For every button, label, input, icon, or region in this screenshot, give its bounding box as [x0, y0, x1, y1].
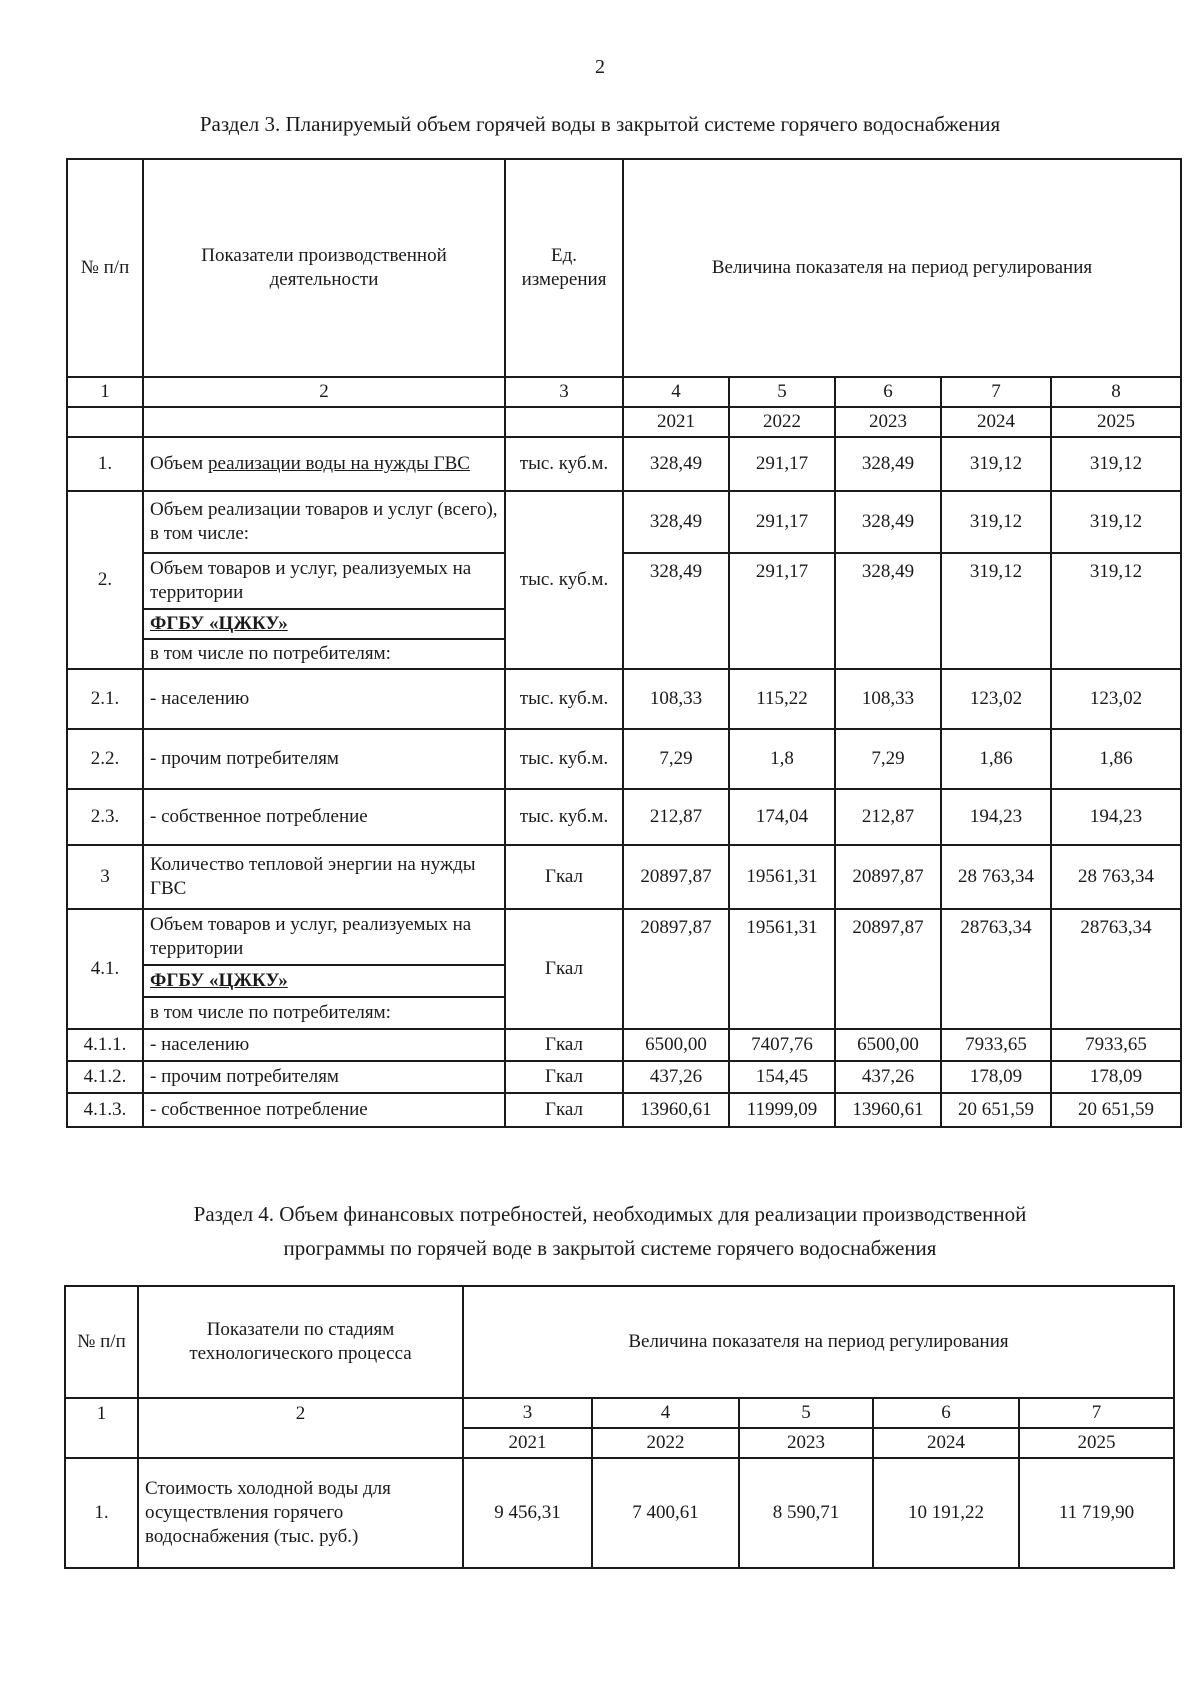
- value-cell: 123,02: [1051, 669, 1181, 729]
- row-label: - собственное потребление: [143, 1093, 505, 1127]
- header-value: Величина показателя на период регулирования: [463, 1286, 1174, 1398]
- value-cell: 20897,87: [835, 845, 941, 909]
- row-label: Количество тепловой энергии на нужды ГВС: [143, 845, 505, 909]
- year-cell: 2022: [729, 407, 835, 437]
- row-label: в том числе по потребителям:: [143, 639, 505, 669]
- value-cell: 8 590,71: [739, 1458, 873, 1568]
- row-label: - собственное потребление: [143, 789, 505, 845]
- value-cell: 6500,00: [623, 1029, 729, 1061]
- row-num: 2.: [67, 491, 143, 669]
- column-number-row: [65, 1398, 1174, 1428]
- column-number-row: [67, 377, 1181, 407]
- value-cell: 194,23: [1051, 789, 1181, 845]
- organization-name: ФГБУ «ЦЖКУ»: [143, 609, 505, 639]
- value-cell: 28763,34: [941, 909, 1051, 1029]
- col-number: 2: [143, 377, 505, 407]
- value-cell: 328,49: [623, 491, 729, 553]
- row-label: в том числе по потребителям:: [143, 997, 505, 1029]
- col-number: 6: [835, 377, 941, 407]
- year-cell: 2024: [873, 1428, 1019, 1458]
- value-cell: 7,29: [835, 729, 941, 789]
- row-unit: Гкал: [505, 1029, 623, 1061]
- header-num: № п/п: [65, 1286, 138, 1398]
- table-row: [67, 553, 1181, 609]
- row-unit: Гкал: [505, 1061, 623, 1093]
- header-row: [67, 159, 1181, 377]
- value-cell: 319,12: [1051, 491, 1181, 553]
- value-cell: 123,02: [941, 669, 1051, 729]
- row-unit: Гкал: [505, 909, 623, 1029]
- value-cell: 291,17: [729, 553, 835, 669]
- table-row: [67, 1093, 1181, 1127]
- value-cell: 13960,61: [835, 1093, 941, 1127]
- value-cell: 19561,31: [729, 845, 835, 909]
- col-number: 6: [873, 1398, 1019, 1428]
- row-num: 1.: [65, 1458, 138, 1568]
- row-label: Объем товаров и услуг, реализуемых на территории: [143, 909, 505, 965]
- value-cell: 11999,09: [729, 1093, 835, 1127]
- col-number: 1: [65, 1398, 138, 1428]
- row-unit: тыс. куб.м.: [505, 437, 623, 491]
- table-row: [67, 669, 1181, 729]
- col-number: 7: [1019, 1398, 1174, 1428]
- value-cell: 108,33: [835, 669, 941, 729]
- year-cell: 2023: [739, 1428, 873, 1458]
- value-cell: 19561,31: [729, 909, 835, 1029]
- value-cell: 11 719,90: [1019, 1458, 1174, 1568]
- value-cell: 178,09: [941, 1061, 1051, 1093]
- value-cell: 108,33: [623, 669, 729, 729]
- value-cell: 9 456,31: [463, 1458, 592, 1568]
- organization-name: ФГБУ «ЦЖКУ»: [143, 965, 505, 997]
- value-cell: 1,86: [941, 729, 1051, 789]
- col-number: 8: [1051, 377, 1181, 407]
- value-cell: 7933,65: [1051, 1029, 1181, 1061]
- value-cell: 178,09: [1051, 1061, 1181, 1093]
- row-unit: Гкал: [505, 845, 623, 909]
- table-row: [67, 437, 1181, 491]
- row-label: - населению: [143, 669, 505, 729]
- col-number: 2: [138, 1398, 463, 1428]
- header-value: Величина показателя на период регулирования: [623, 159, 1181, 377]
- value-cell: 291,17: [729, 437, 835, 491]
- year-row: [67, 407, 1181, 437]
- value-cell: 28 763,34: [1051, 845, 1181, 909]
- header-num: № п/п: [67, 159, 143, 377]
- value-cell: 328,49: [623, 437, 729, 491]
- value-cell: 212,87: [835, 789, 941, 845]
- row-label: - прочим потребителям: [143, 1061, 505, 1093]
- value-cell: 437,26: [623, 1061, 729, 1093]
- value-cell: 115,22: [729, 669, 835, 729]
- page-number: 2: [595, 56, 605, 78]
- value-cell: 20897,87: [835, 909, 941, 1029]
- row-num: 4.1.3.: [67, 1093, 143, 1127]
- table-row: [67, 845, 1181, 909]
- value-cell: 7933,65: [941, 1029, 1051, 1061]
- row-unit: Гкал: [505, 1093, 623, 1127]
- value-cell: 291,17: [729, 491, 835, 553]
- table-row: [67, 1061, 1181, 1093]
- year-cell: 2025: [1019, 1428, 1174, 1458]
- table-row: [67, 789, 1181, 845]
- table-row: [67, 491, 1181, 553]
- section4-title: [110, 1197, 1110, 1265]
- row-num: 2.3.: [67, 789, 143, 845]
- table-row: [67, 729, 1181, 789]
- value-cell: 7,29: [623, 729, 729, 789]
- year-cell: 2021: [463, 1428, 592, 1458]
- col-number: 3: [463, 1398, 592, 1428]
- section3-title: Раздел 3. Планируемый объем горячей воды в закрытой системе горячего водоснабжения: [199, 112, 1001, 136]
- row-num: 2.1.: [67, 669, 143, 729]
- section4-table: [64, 1285, 1175, 1569]
- section4-title-line1: Раздел 4. Объем финансовых потребностей, необходимых для реализации производственной: [193, 1202, 1027, 1226]
- row-unit: тыс. куб.м.: [505, 729, 623, 789]
- row-num: 4.1.1.: [67, 1029, 143, 1061]
- row-num: 1.: [67, 437, 143, 491]
- value-cell: 154,45: [729, 1061, 835, 1093]
- value-cell: 1,8: [729, 729, 835, 789]
- col-number: 1: [67, 377, 143, 407]
- row-label: Стоимость холодной воды для осуществления горячего водоснабжения (тыс. руб.): [138, 1458, 463, 1568]
- value-cell: 20897,87: [623, 909, 729, 1029]
- value-cell: 319,12: [1051, 437, 1181, 491]
- col-number: 3: [505, 377, 623, 407]
- row-num: 2.2.: [67, 729, 143, 789]
- section4-title-line2: программы по горячей воде в закрытой системе горячего водоснабжения: [283, 1236, 937, 1260]
- header-row: [65, 1286, 1174, 1398]
- value-cell: 20 651,59: [941, 1093, 1051, 1127]
- value-cell: 437,26: [835, 1061, 941, 1093]
- row-unit: тыс. куб.м.: [505, 789, 623, 845]
- value-cell: 13960,61: [623, 1093, 729, 1127]
- header-unit: Ед. измерения: [505, 159, 623, 377]
- value-cell: 328,49: [835, 553, 941, 669]
- year-cell: 2024: [941, 407, 1051, 437]
- row-label: - прочим потребителям: [143, 729, 505, 789]
- year-cell: 2021: [623, 407, 729, 437]
- value-cell: 174,04: [729, 789, 835, 845]
- row-num: 4.1.2.: [67, 1061, 143, 1093]
- value-cell: 28763,34: [1051, 909, 1181, 1029]
- row-label: Объем реализации товаров и услуг (всего), в том числе:: [143, 491, 505, 553]
- col-number: 4: [592, 1398, 739, 1428]
- value-cell: 7 400,61: [592, 1458, 739, 1568]
- row-label: Объем реализации воды на нужды ГВС: [143, 437, 505, 491]
- value-cell: 194,23: [941, 789, 1051, 845]
- value-cell: 319,12: [1051, 553, 1181, 669]
- table-row: [67, 909, 1181, 965]
- year-cell: 2022: [592, 1428, 739, 1458]
- header-indicator: Показатели по стадиям технологического процесса: [138, 1286, 463, 1398]
- col-number: 5: [729, 377, 835, 407]
- table-row: [67, 1029, 1181, 1061]
- row-label: - населению: [143, 1029, 505, 1061]
- row-label: Объем товаров и услуг, реализуемых на территории: [143, 553, 505, 609]
- year-cell: 2025: [1051, 407, 1181, 437]
- value-cell: 10 191,22: [873, 1458, 1019, 1568]
- value-cell: 28 763,34: [941, 845, 1051, 909]
- year-row: [65, 1428, 1174, 1458]
- col-number: 4: [623, 377, 729, 407]
- value-cell: 319,12: [941, 491, 1051, 553]
- table-row: [65, 1458, 1174, 1568]
- value-cell: 319,12: [941, 437, 1051, 491]
- col-number: 7: [941, 377, 1051, 407]
- row-num: 3: [67, 845, 143, 909]
- value-cell: 328,49: [835, 437, 941, 491]
- header-indicator: Показатели производственной деятельности: [143, 159, 505, 377]
- value-cell: 328,49: [623, 553, 729, 669]
- value-cell: 212,87: [623, 789, 729, 845]
- value-cell: 6500,00: [835, 1029, 941, 1061]
- value-cell: 1,86: [1051, 729, 1181, 789]
- row-num: 4.1.: [67, 909, 143, 1029]
- col-number: 5: [739, 1398, 873, 1428]
- section3-table: [66, 158, 1182, 1128]
- value-cell: 20 651,59: [1051, 1093, 1181, 1127]
- value-cell: 328,49: [835, 491, 941, 553]
- row-unit: тыс. куб.м.: [505, 669, 623, 729]
- value-cell: 20897,87: [623, 845, 729, 909]
- value-cell: 319,12: [941, 553, 1051, 669]
- value-cell: 7407,76: [729, 1029, 835, 1061]
- row-unit: тыс. куб.м.: [505, 491, 623, 669]
- year-cell: 2023: [835, 407, 941, 437]
